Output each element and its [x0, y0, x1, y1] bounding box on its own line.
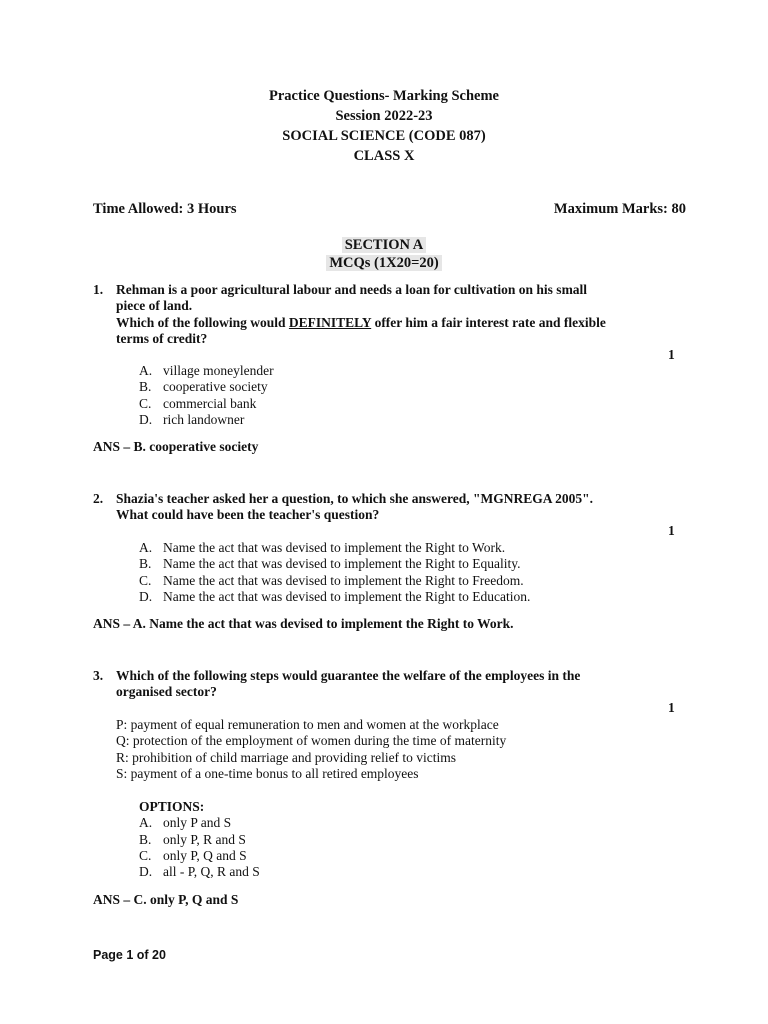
question-number: 1.	[93, 282, 104, 297]
question-line: organised sector?	[116, 684, 217, 699]
emphasis-definitely: DEFINITELY	[288, 315, 372, 330]
question-number: 2.	[93, 491, 104, 506]
statement-item: P: payment of equal remuneration to men and women at the workplace	[116, 717, 499, 732]
statement-item: R: prohibition of child marriage and providing relief to victims	[116, 750, 457, 765]
section-title: SECTION A	[342, 237, 427, 253]
option-item: B. only P, R and S	[139, 832, 246, 847]
section-subheading	[0, 255, 768, 272]
option-item: C. only P, Q and S	[139, 848, 247, 863]
question-line: What could have been the teacher's question?	[116, 507, 380, 522]
subject-label: SOCIAL SCIENCE (CODE 087)	[282, 128, 486, 144]
option-item: D. Name the act that was devised to implement the Right to Education.	[139, 589, 531, 604]
question-line: terms of credit?	[116, 331, 208, 346]
section-heading	[0, 237, 768, 254]
page-number: Page 1 of 20	[93, 948, 166, 962]
question-line: piece of land.	[116, 298, 193, 313]
option-item: B. Name the act that was devised to implement the Right to Equality.	[139, 556, 521, 571]
class-label: CLASS X	[353, 148, 415, 164]
maximum-marks: Maximum Marks: 80	[553, 201, 686, 217]
option-item: D. all - P, Q, R and S	[139, 864, 260, 879]
time-allowed: Time Allowed: 3 Hours	[93, 201, 237, 217]
statement-item: S: payment of a one-time bonus to all retired employees	[116, 766, 419, 781]
option-item: C. Name the act that was devised to implement the Right to Freedom.	[139, 573, 524, 588]
question-number: 3.	[93, 668, 104, 683]
option-item: B. cooperative society	[139, 379, 268, 394]
option-item: D. rich landowner	[139, 412, 245, 427]
question-line: Which of the following would DEFINITELY offer him a fair interest rate and flexible	[116, 315, 606, 330]
answer-line: ANS – B. cooperative society	[93, 439, 259, 454]
options-heading: OPTIONS:	[139, 799, 205, 814]
option-item: A. Name the act that was devised to implement the Right to Work.	[139, 540, 506, 555]
statement-item: Q: protection of the employment of women during the time of maternity	[116, 733, 507, 748]
option-item: A. only P and S	[139, 815, 232, 830]
answer-line: ANS – C. only P, Q and S	[93, 892, 239, 907]
option-item: A. village moneylender	[139, 363, 274, 378]
question-line: Shazia's teacher asked her a question, to which she answered, "MGNREGA 2005".	[116, 491, 594, 506]
answer-line: ANS – A. Name the act that was devised to implement the Right to Work.	[93, 616, 514, 631]
question-marks: 1	[668, 523, 675, 538]
option-item: C. commercial bank	[139, 396, 257, 411]
question-line: Rehman is a poor agricultural labour and needs a loan for cultivation on his small	[116, 282, 588, 297]
section-subtitle: MCQs (1X20=20)	[326, 255, 441, 271]
question-marks: 1	[668, 700, 675, 715]
session-label: Session 2022-23	[335, 108, 433, 124]
question-marks: 1	[668, 347, 675, 362]
document-title: Practice Questions- Marking Scheme	[269, 88, 499, 104]
question-line: Which of the following steps would guarantee the welfare of the employees in the	[116, 668, 581, 683]
